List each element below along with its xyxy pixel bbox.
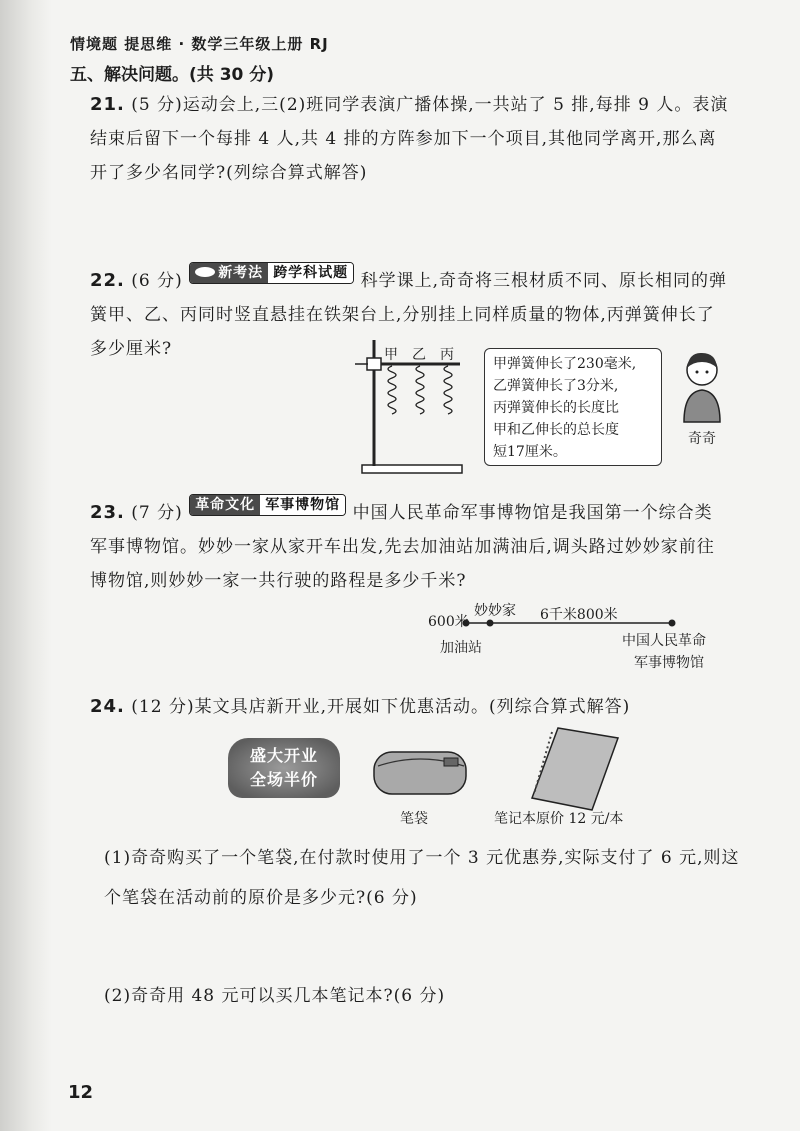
spring-label-yi: 乙 bbox=[412, 347, 426, 363]
question-24-part-2: (2)奇奇用 48 元可以买几本笔记本?(6 分) bbox=[104, 986, 446, 1006]
museum-label-line2: 军事博物馆 bbox=[634, 655, 704, 671]
page-number: 12 bbox=[68, 1082, 94, 1103]
question-24 bbox=[90, 690, 730, 724]
running-header: 情境题 提思维 · 数学三年级上册 RJ bbox=[70, 35, 329, 53]
question-score: (7 分) bbox=[131, 503, 183, 523]
pencil-case-illustration bbox=[370, 744, 470, 800]
question-24-part-1: (1)奇奇购买了一个笔袋,在付款时使用了一个 3 元优惠券,实际支付了 6 元,则这个笔袋在活动前的原价是多少元?(6 分) bbox=[104, 848, 740, 908]
lightbulb-icon bbox=[195, 267, 215, 277]
page-binding-edge bbox=[0, 0, 52, 1131]
question-number: 23. bbox=[90, 502, 125, 523]
home-label: 妙妙家 bbox=[474, 603, 516, 619]
pencil-case-label: 笔袋 bbox=[400, 811, 428, 827]
question-21 bbox=[90, 88, 730, 190]
question-text: (5 分)运动会上,三(2)班同学表演广播体操,一共站了 5 排,每排 9 人。表演结束后留下一个每排 4 人,共 4 排的方阵参加下一个项目,其他同学离开,那么离开了多少名同学?(列综合算式解答) bbox=[90, 95, 729, 183]
question-number: 22. bbox=[90, 270, 125, 291]
distance-home-museum: 6千米800米 bbox=[540, 607, 618, 623]
question-number: 21. bbox=[90, 94, 125, 115]
question-number: 24. bbox=[90, 696, 125, 717]
notebook-price-label: 笔记本原价 12 元/本 bbox=[494, 811, 624, 827]
spring-label-bing: 丙 bbox=[440, 347, 454, 363]
question-text: 中国人民革命军事博物馆是我国第一个综合类军事博物馆。妙妙一家从家开车出发,先去加油站加满油后,调头路过妙妙家前往博物馆,则妙妙一家一共行驶的路程是多少千米? bbox=[90, 503, 715, 591]
character-name: 奇奇 bbox=[688, 431, 716, 447]
question-23 bbox=[90, 494, 730, 598]
museum-label-line1: 中国人民革命 bbox=[622, 633, 706, 649]
question-score: (6 分) bbox=[131, 271, 183, 291]
question-tag: 新考法 跨学科试题 bbox=[189, 262, 354, 284]
notebook-illustration bbox=[530, 724, 622, 814]
question-text: 科学课上,奇奇将三根材质不同、原长相同的弹簧甲、乙、丙同时竖直悬挂在铁架台上,分别挂上同样质量的物体,丙弹簧伸长了多少厘米? bbox=[90, 271, 727, 359]
boy-character-illustration bbox=[672, 350, 732, 425]
distance-gas-home: 600米 bbox=[428, 614, 469, 630]
question-tag: 革命文化 军事博物馆 bbox=[189, 494, 346, 516]
speech-bubble: 甲弹簧伸长了230毫米, 乙弹簧伸长了3分米, 丙弹簧伸长的长度比 甲和乙伸长的总长度 短17厘米。 bbox=[484, 348, 662, 466]
gas-station-label: 加油站 bbox=[440, 640, 482, 656]
question-text: (12 分)某文具店新开业,开展如下优惠活动。(列综合算式解答) bbox=[131, 697, 631, 717]
spring-label-jia: 甲 bbox=[384, 347, 398, 363]
section-title: 五、解决问题。(共 30 分) bbox=[70, 65, 275, 85]
sale-banner: 盛大开业 全场半价 bbox=[228, 738, 340, 798]
